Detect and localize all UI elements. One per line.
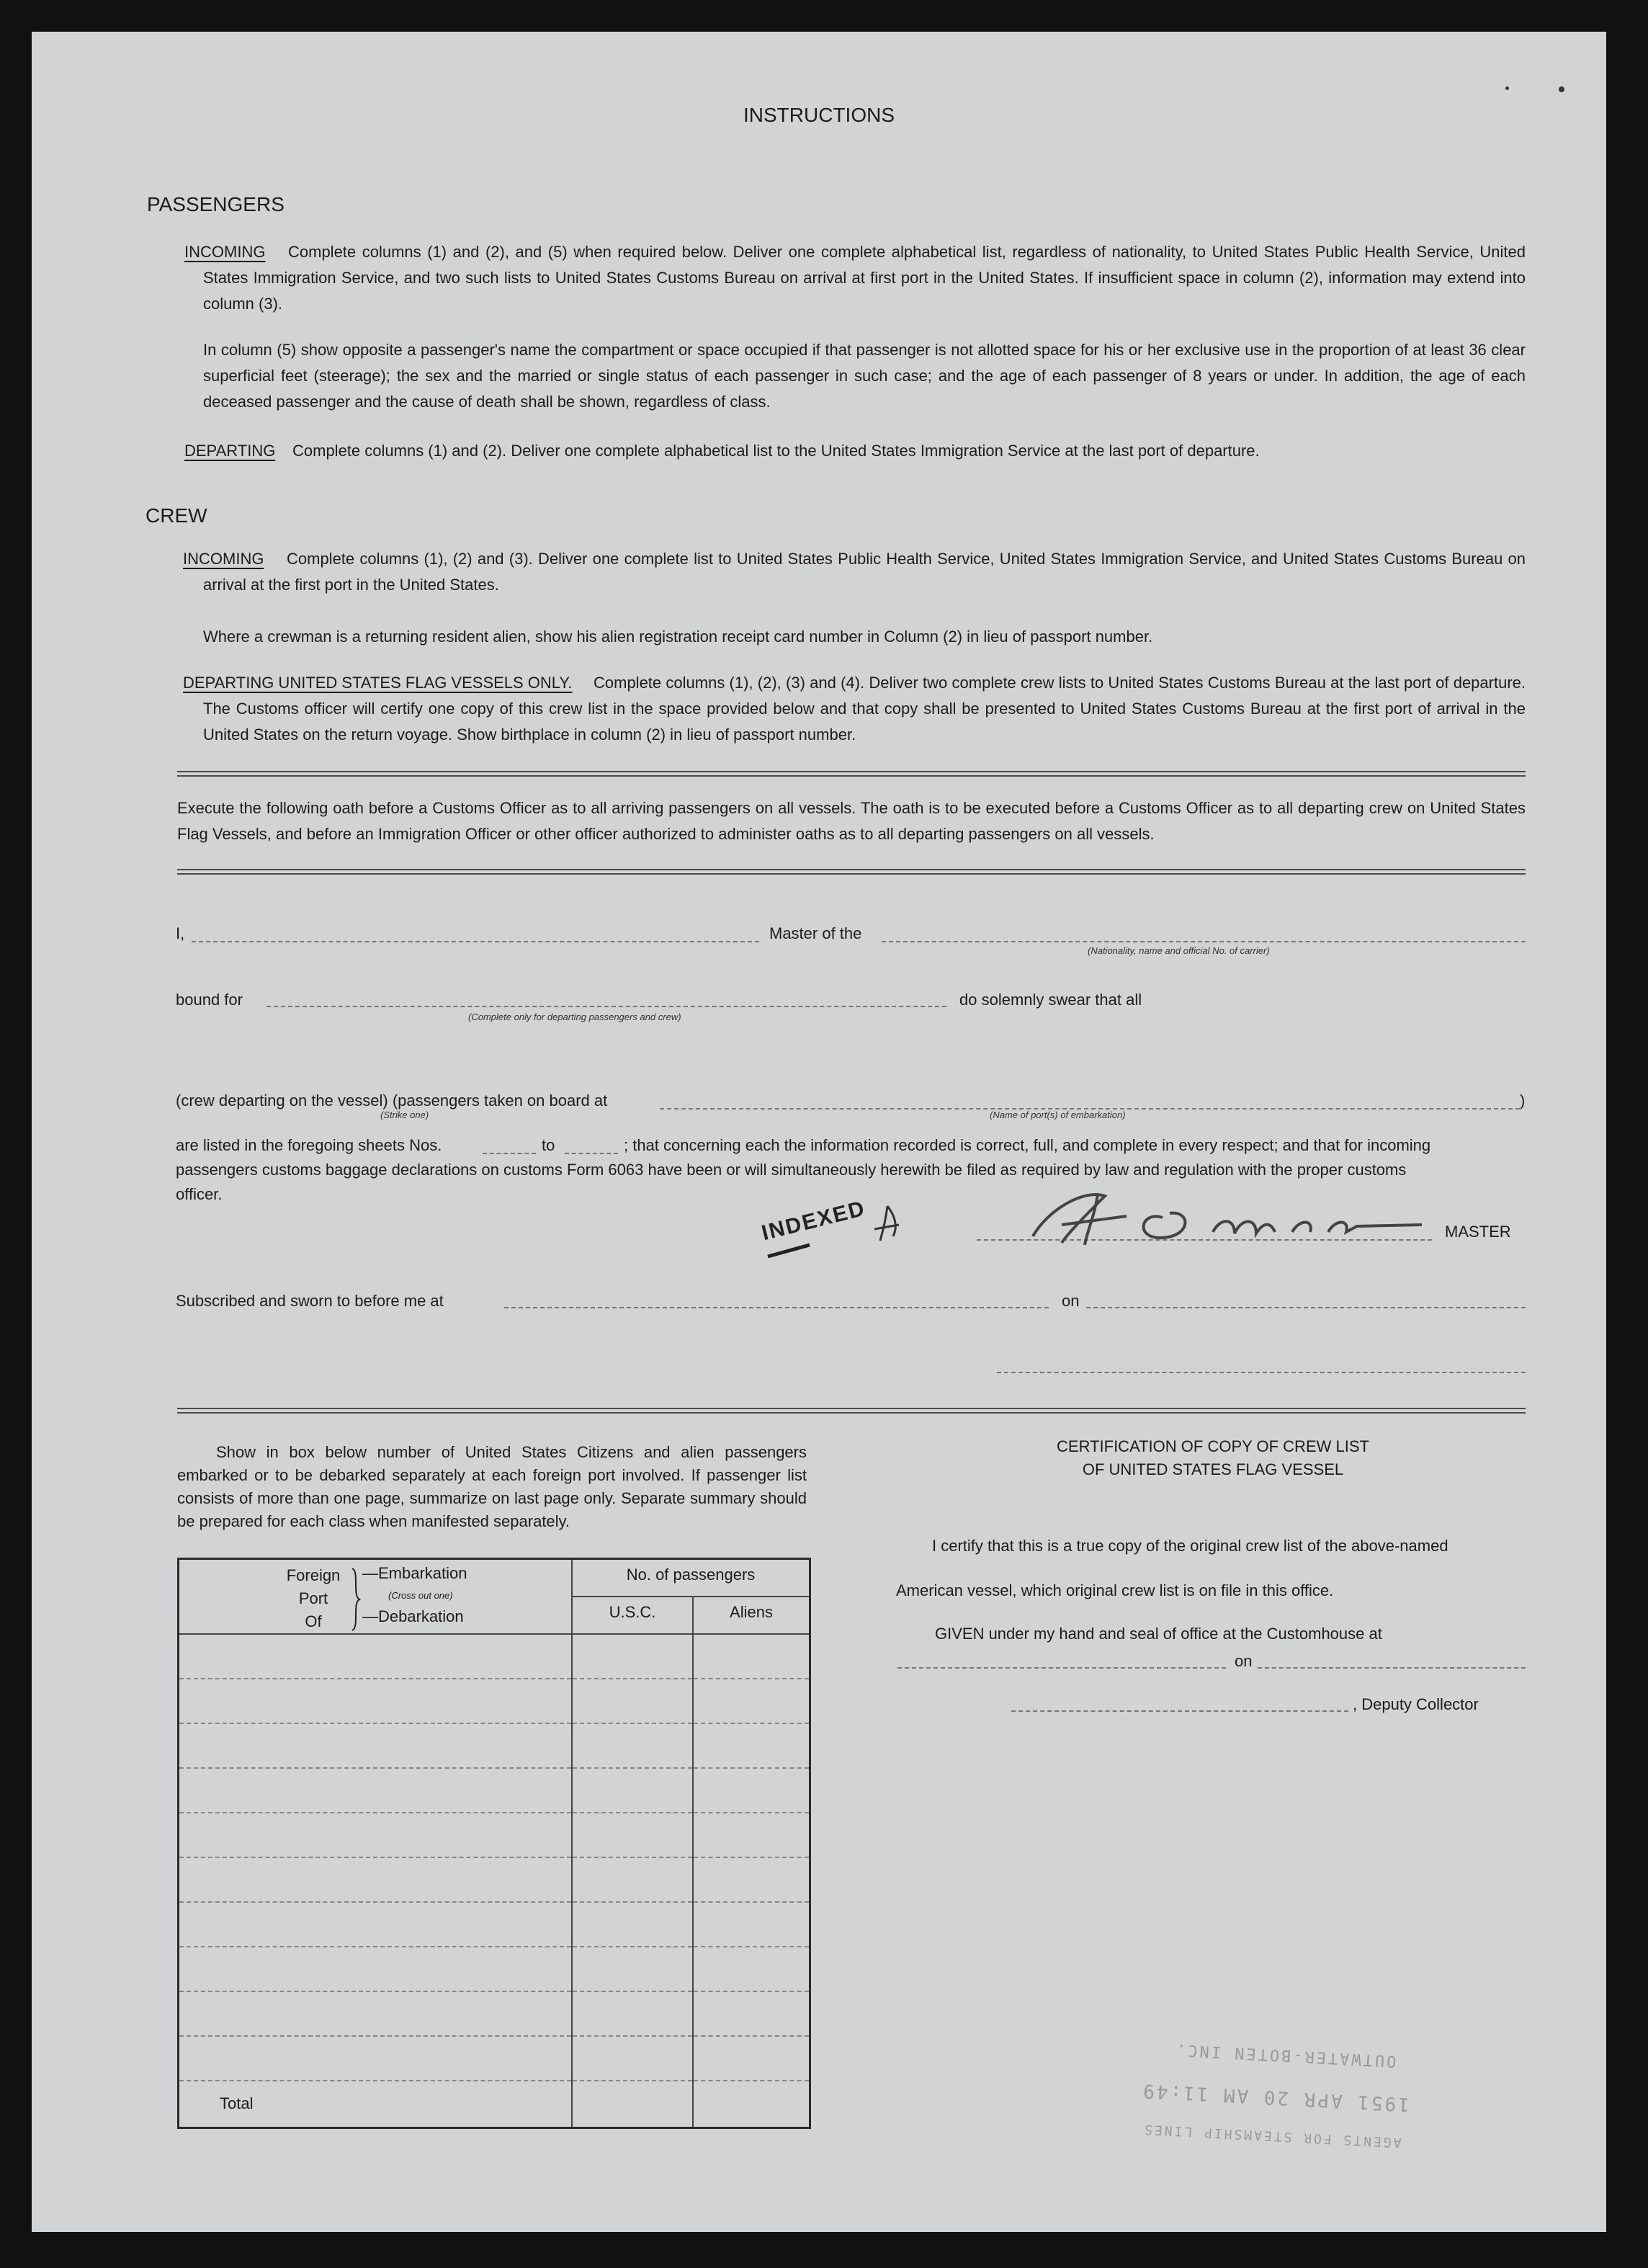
table-row	[179, 1634, 810, 1679]
table-row	[179, 1991, 810, 2036]
table-row	[179, 1902, 810, 1947]
crew-departing-text: Complete columns (1), (2), (3) and (4). Deliver two complete crew lists to United States Customs Bureau at the last port of departure. The Customs officer will certify one copy of this crew list in the space provided below and that copy shall be presented to United States Customs Bureau at the first port of arrival in the United States on the return voyage. Show birthplace in column (2) in lieu of passport number.	[203, 674, 1526, 744]
listed-text-d: officer.	[176, 1185, 223, 1203]
aliens-cell[interactable]	[693, 1902, 810, 1947]
table-row	[179, 1679, 810, 1723]
oath-intro: Execute the following oath before a Customs Officer as to all arriving passengers on all vessels. The oath is to be executed before a Customs Officer as to all departing crew on United States Flag Vessels, and before an Immigration Officer or other officer authorized to administer oaths as to all departing passengers on all vessels.	[177, 799, 1526, 843]
customhouse-field[interactable]	[897, 1667, 1226, 1669]
master-of-label: Master of the	[769, 924, 862, 942]
usc-cell[interactable]	[572, 1902, 693, 1947]
sheet-to-field[interactable]	[565, 1153, 618, 1154]
listed-sheets-label: are listed in the foregoing sheets Nos.	[176, 1136, 442, 1154]
port-cell[interactable]	[179, 1902, 573, 1947]
crew-alien-text: Where a crewman is a returning resident alien, show his alien registration receipt card number in Column (2) in lieu of passport number.	[203, 628, 1153, 646]
divider	[177, 869, 1526, 875]
bound-for-field[interactable]	[267, 1006, 946, 1007]
listed-text-b: ; that concerning each the information recorded is correct, full, and complete in every respect; and that for incoming	[624, 1136, 1431, 1154]
aliens-cell[interactable]	[693, 1991, 810, 2036]
total-label: Total	[179, 2081, 573, 2128]
listed-to-label: to	[542, 1136, 555, 1154]
receiving-stamp-line2: 1951 APR 20 AM 11:49	[1140, 2079, 1410, 2115]
aliens-cell[interactable]	[693, 1679, 810, 1723]
passengers-departing-text: Complete columns (1) and (2). Deliver one complete alphabetical list to the United States Immigration Service at the last port of departure.	[292, 442, 1260, 460]
aliens-cell[interactable]	[693, 2036, 810, 2081]
deputy-collector-field[interactable]	[1011, 1710, 1348, 1712]
crew-incoming-label: INCOMING	[183, 550, 264, 568]
document-page	[32, 32, 1606, 2232]
receiving-stamp-line1: OUTWATER-BOTEN INC.	[1173, 2040, 1397, 2071]
passengers-departing-label: DEPARTING	[184, 442, 276, 460]
brace-icon	[349, 1567, 364, 1632]
complete-only-caption: (Complete only for departing passengers and crew)	[468, 1012, 681, 1022]
table-row	[179, 1947, 810, 1991]
passengers-count-header	[572, 1559, 810, 1634]
port-header-cell	[179, 1559, 573, 1634]
debarkation-label: —Debarkation	[362, 1607, 464, 1625]
sheet-from-field[interactable]	[483, 1153, 536, 1154]
usc-cell[interactable]	[572, 1857, 693, 1902]
port-label: Port	[298, 1589, 328, 1607]
table-row	[179, 1768, 810, 1813]
sworn-date-field[interactable]	[1086, 1307, 1526, 1308]
summary-note: Show in box below number of United States Citizens and alien passengers embarked or to be debarked separately at each foreign port involved. If passenger list consists of more than one page, summarize on last page only. Separate summary should be prepared for each class when manifested separately.	[177, 1443, 807, 1530]
aliens-cell[interactable]	[693, 1723, 810, 1768]
port-cell[interactable]	[179, 1723, 573, 1768]
master-signature	[1018, 1182, 1436, 1254]
table-row	[179, 1857, 810, 1902]
carrier-field[interactable]	[882, 941, 1526, 942]
passenger-summary-table	[177, 1558, 811, 2129]
port-cell[interactable]	[179, 1947, 573, 1991]
aliens-cell[interactable]	[693, 1857, 810, 1902]
strike-caption: (Strike one)	[380, 1110, 429, 1120]
table-row	[179, 2036, 810, 2081]
usc-cell[interactable]	[572, 1723, 693, 1768]
oath-i-label: I,	[176, 924, 185, 942]
aliens-cell[interactable]	[693, 1813, 810, 1857]
usc-cell[interactable]	[572, 1768, 693, 1813]
usc-cell[interactable]	[572, 1991, 693, 2036]
usc-cell[interactable]	[572, 1947, 693, 1991]
total-usc-cell[interactable]	[572, 2081, 693, 2128]
aliens-label: Aliens	[730, 1603, 773, 1621]
officer-signature-field[interactable]	[997, 1372, 1526, 1373]
port-cell[interactable]	[179, 1857, 573, 1902]
passengers-heading: PASSENGERS	[147, 193, 285, 215]
nationality-caption: (Nationality, name and official No. of carrier)	[1088, 945, 1270, 956]
usc-label: U.S.C.	[609, 1603, 656, 1621]
of-label: Of	[305, 1612, 322, 1630]
total-aliens-cell[interactable]	[693, 2081, 810, 2128]
port-cell[interactable]	[179, 1679, 573, 1723]
aliens-cell[interactable]	[693, 1768, 810, 1813]
ports-caption: (Name of port(s) of embarkation)	[990, 1110, 1126, 1120]
certification-title-line2: OF UNITED STATES FLAG VESSEL	[1082, 1460, 1344, 1478]
usc-cell[interactable]	[572, 1634, 693, 1679]
cross-out-caption: (Cross out one)	[388, 1590, 453, 1601]
passengers-incoming-text: Complete columns (1) and (2), and (5) when required below. Deliver one complete alphabetical list, regardless of nationality, to United States Public Health Service, United States Immigration Service, and two such lists to United States Customs Bureau on arrival at first port in the United States. If insufficient space in column (2), information may extend into column (3).	[203, 243, 1526, 313]
divider	[177, 1408, 1526, 1414]
ink-speck	[1559, 86, 1564, 92]
listed-text-c: passengers customs baggage declarations on customs Form 6063 have been or will simultaneously herewith be filed as required by law and regulation with the proper customs	[176, 1161, 1407, 1179]
crew-heading: CREW	[145, 504, 207, 527]
subscribed-label: Subscribed and sworn to before me at	[176, 1292, 444, 1310]
table-body	[179, 1634, 810, 2081]
crew-incoming-text: Complete columns (1), (2) and (3). Deliver one complete list to United States Public Health Service, United States Immigration Service, and United States Customs Bureau on arrival at the first port in the United States.	[203, 550, 1526, 594]
indexed-stamp: INDEXED	[759, 1196, 869, 1246]
table-row	[179, 1813, 810, 1857]
divider	[177, 771, 1526, 777]
certify-text-b: American vessel, which original crew list is on file in this office.	[896, 1581, 1334, 1599]
sworn-on-label: on	[1062, 1292, 1080, 1310]
indexed-mark	[759, 1184, 946, 1271]
usc-cell[interactable]	[572, 1679, 693, 1723]
aliens-cell[interactable]	[693, 1947, 810, 1991]
port-cell[interactable]	[179, 2036, 573, 2081]
master-label: MASTER	[1445, 1223, 1511, 1241]
master-name-field[interactable]	[192, 941, 759, 942]
table-row	[179, 1723, 810, 1768]
port-cell[interactable]	[179, 1634, 573, 1679]
port-cell[interactable]	[179, 1813, 573, 1857]
port-cell[interactable]	[179, 1768, 573, 1813]
embarkation-label: —Embarkation	[362, 1564, 467, 1582]
ink-speck	[1505, 86, 1509, 90]
sworn-at-field[interactable]	[504, 1307, 1049, 1308]
certification-title	[896, 1435, 1530, 1481]
page-title: INSTRUCTIONS	[743, 104, 895, 126]
deputy-collector-label: , Deputy Collector	[1353, 1695, 1479, 1713]
foreign-label: Foreign	[286, 1566, 341, 1584]
port-cell[interactable]	[179, 1991, 573, 2036]
crew-departing-label: DEPARTING UNITED STATES FLAG VESSELS ONLY.	[183, 674, 573, 692]
crew-departing-label: (crew departing on the vessel) (passengers taken on board at	[176, 1091, 608, 1110]
receiving-stamp-line3: AGENTS FOR STEAMSHIP LINES	[1142, 2121, 1402, 2151]
aliens-cell[interactable]	[693, 1634, 810, 1679]
certify-text-a: I certify that this is a true copy of the original crew list of the above-named	[932, 1537, 1448, 1555]
cert-on-label: on	[1235, 1652, 1253, 1670]
given-text: GIVEN under my hand and seal of office at the Customhouse at	[935, 1625, 1382, 1643]
passengers-column5-text: In column (5) show opposite a passenger's name the compartment or space occupied if that passenger is not allotted space for his or her exclusive use in the proportion of at least 36 clear superficial feet (steerage); the sex and the married or single status of each passenger in such case; and the age of each passenger of 8 years or under. In addition, the age of each deceased passenger and the cause of death shall be shown, regardless of class.	[203, 341, 1526, 411]
bound-for-label: bound for	[176, 991, 243, 1009]
certification-title-line1: CERTIFICATION OF COPY OF CREW LIST	[1057, 1437, 1369, 1455]
no-of-passengers-label: No. of passengers	[573, 1566, 809, 1597]
usc-cell[interactable]	[572, 1813, 693, 1857]
swear-label: do solemnly swear that all	[959, 991, 1142, 1009]
passengers-incoming-label: INCOMING	[184, 243, 266, 261]
close-paren: )	[1520, 1091, 1526, 1110]
cert-date-field[interactable]	[1258, 1667, 1526, 1669]
usc-cell[interactable]	[572, 2036, 693, 2081]
